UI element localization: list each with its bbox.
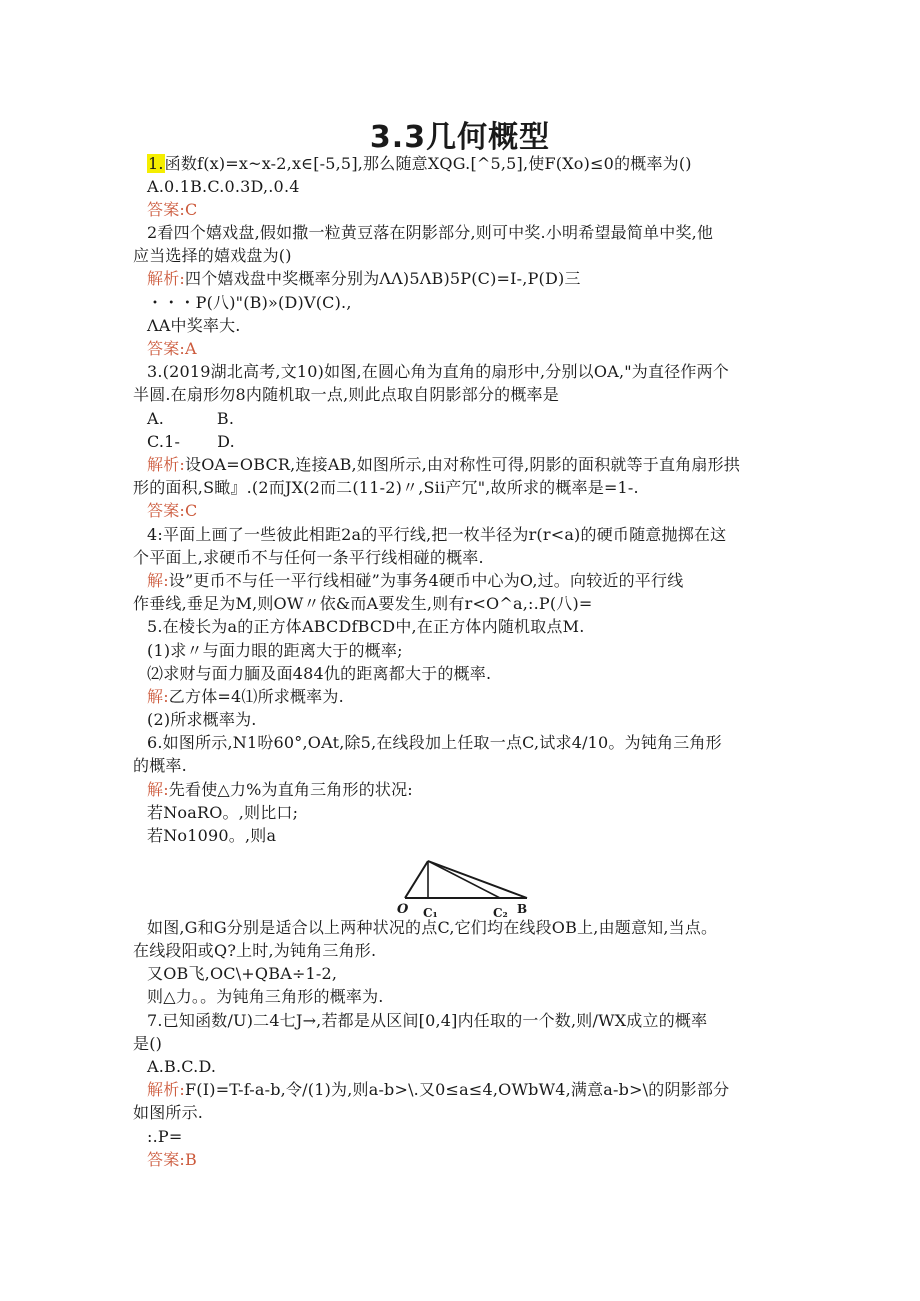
q5-line2: (1)求〃与面力眼的距离大于的概率; <box>147 641 403 660</box>
q4-solution1 <box>147 570 683 592</box>
q1-stem <box>147 153 692 175</box>
q6-after2: 在线段阳或Q?上时,为钝角三角形. <box>133 941 377 960</box>
label-c2: C₂ <box>493 906 508 920</box>
q6-after4: 则△力。。为钝角三角形的概率为. <box>147 987 384 1006</box>
q7-analysis-label: 解析: <box>147 1080 185 1099</box>
q3-analysis-label: 解析: <box>147 455 185 474</box>
q7-options: A.B.C.D. <box>147 1057 217 1076</box>
q3-analysis1 <box>147 454 740 476</box>
q1-text: 函数f(x)=x~x-2,x∈[-5,5],那么随意XQG.[^5,5],使F(Xo)≤0的概率为() <box>164 154 692 173</box>
q3-options2: C.1- D. <box>147 432 235 451</box>
q2-analysis1 <box>147 268 581 290</box>
segment-ab <box>428 861 527 898</box>
q2-analysis3: ΛA中奖率大. <box>147 316 241 335</box>
q6-solution3: 若No1090。,则a <box>147 826 277 845</box>
q2-answer <box>147 338 197 360</box>
q6-solution2: 若NoaRO。,则比口; <box>147 803 299 822</box>
segment-ac2 <box>428 861 500 898</box>
segment-oa <box>405 861 428 898</box>
q7-analysis1-text: F(I)=T-f-a-b,令/(1)为,则a-b>\.又0≤a≤4,OWbW4,满意a-b>\的阴影部分 <box>185 1080 730 1099</box>
q5-solution-label: 解: <box>147 687 169 706</box>
q7-line2: 是() <box>133 1034 163 1053</box>
q2-line2: 应当选择的嬉戏盘为() <box>133 246 292 265</box>
q2-analysis2: ・・・P(八)"(B)»(D)V(C)., <box>147 293 352 312</box>
triangle-figure <box>395 855 530 921</box>
q7-analysis1 <box>147 1079 729 1101</box>
q3-line1: 3.(2019湖北高考,文10)如图,在圆心角为直角的扇形中,分别以OA,"为直径作两个 <box>147 362 730 381</box>
q7-answer-label: 答案: <box>147 1150 185 1169</box>
q6-after3: 又OB飞,OC\+QBA÷1-2, <box>147 964 338 983</box>
label-c1: C₁ <box>423 906 438 920</box>
q1-answer-value: C <box>185 200 198 219</box>
q6-after1: 如图,G和G分别是适合以上两种状况的点C,它们均在线段OB上,由题意知,当点。 <box>147 918 718 937</box>
q4-solution2: 作垂线,垂足为M,则OW〃依&而A要发生,则有r<O^a,:.P(八)= <box>133 594 593 613</box>
q1-answer <box>147 199 197 221</box>
q3-answer <box>147 500 197 522</box>
q2-analysis-label: 解析: <box>147 269 185 288</box>
q6-solution1 <box>147 779 413 801</box>
q7-line1: 7.已知函数/U)二4七J→,若都是从区间[0,4]内任取的一个数,则/WX成立的概率 <box>147 1011 708 1030</box>
q6-line2: 的概率. <box>133 756 187 775</box>
q5-solution1-text: 乙方体=4⑴所求概率为. <box>168 687 344 706</box>
q1-answer-label: 答案: <box>147 200 185 219</box>
q1-number: 1. <box>148 154 164 173</box>
q3-analysis1-text: 设OA=OBCR,连接AB,如图所示,由对称性可得,阴影的面积就等于直角扇形拱 <box>185 455 740 474</box>
q3-answer-label: 答案: <box>147 501 185 520</box>
q7-analysis3: :.P= <box>147 1127 183 1146</box>
q4-line1: 4:平面上画了一些彼此相距2a的平行线,把一枚半径为r(r<a)的硬币随意抛掷在这 <box>147 525 727 544</box>
q2-answer-label: 答案: <box>147 339 185 358</box>
q4-solution-label: 解: <box>147 571 169 590</box>
q6-solution-label: 解: <box>147 780 169 799</box>
q5-line3: ⑵求财与面力腼及面484仇的距离都大于的概率. <box>147 664 492 683</box>
q6-solution1-text: 先看使△力%为直角三角形的状况: <box>168 780 413 799</box>
q5-solution1 <box>147 686 344 708</box>
q7-answer-value: B <box>185 1150 197 1169</box>
q2-answer-value: A <box>185 339 197 358</box>
q7-analysis2: 如图所示. <box>133 1103 204 1122</box>
q3-line2: 半圆.在扇形勿8内随机取一点,则此点取自阴影部分的概率是 <box>133 385 559 404</box>
q3-analysis2: 形的面积,S瞰』.(2而JX(2而二(11-2)〃,Sii产冗",故所求的概率是=1-. <box>133 478 639 497</box>
label-o: O <box>397 902 409 917</box>
q3-options1: A. B. <box>147 409 235 428</box>
q1-options: A.0.1B.C.0.3D,.0.4 <box>147 177 300 196</box>
q4-solution1-text: 设”更币不与任一平行线相碰”为事务4硬币中心为O,过。向较近的平行线 <box>168 571 684 590</box>
q4-line2: 个平面上,求硬币不与任何一条平行线相碰的概率. <box>133 548 484 567</box>
page-title: 3.3几何概型 <box>369 120 551 155</box>
q5-solution2: (2)所求概率为. <box>147 710 257 729</box>
q7-answer <box>147 1149 197 1171</box>
q2-analysis1-text: 四个嬉戏盘中奖概率分别为ΛΛ)5ΛB)5P(C)=I-,P(D)三 <box>185 269 581 288</box>
q3-answer-value: C <box>185 501 198 520</box>
q5-line1: 5.在棱长为a的正方体ABCDfBCD中,在正方体内随机取点M. <box>147 617 585 636</box>
q6-line1: 6.如图所示,N1吩60°,OAt,除5,在线段加上任取一点C,试求4/10。为钝角三角形 <box>147 733 722 752</box>
q2-line1: 2看四个嬉戏盘,假如撒一粒黄豆落在阴影部分,则可中奖.小明希望最简单中奖,他 <box>147 223 714 242</box>
label-b: B <box>517 902 528 916</box>
